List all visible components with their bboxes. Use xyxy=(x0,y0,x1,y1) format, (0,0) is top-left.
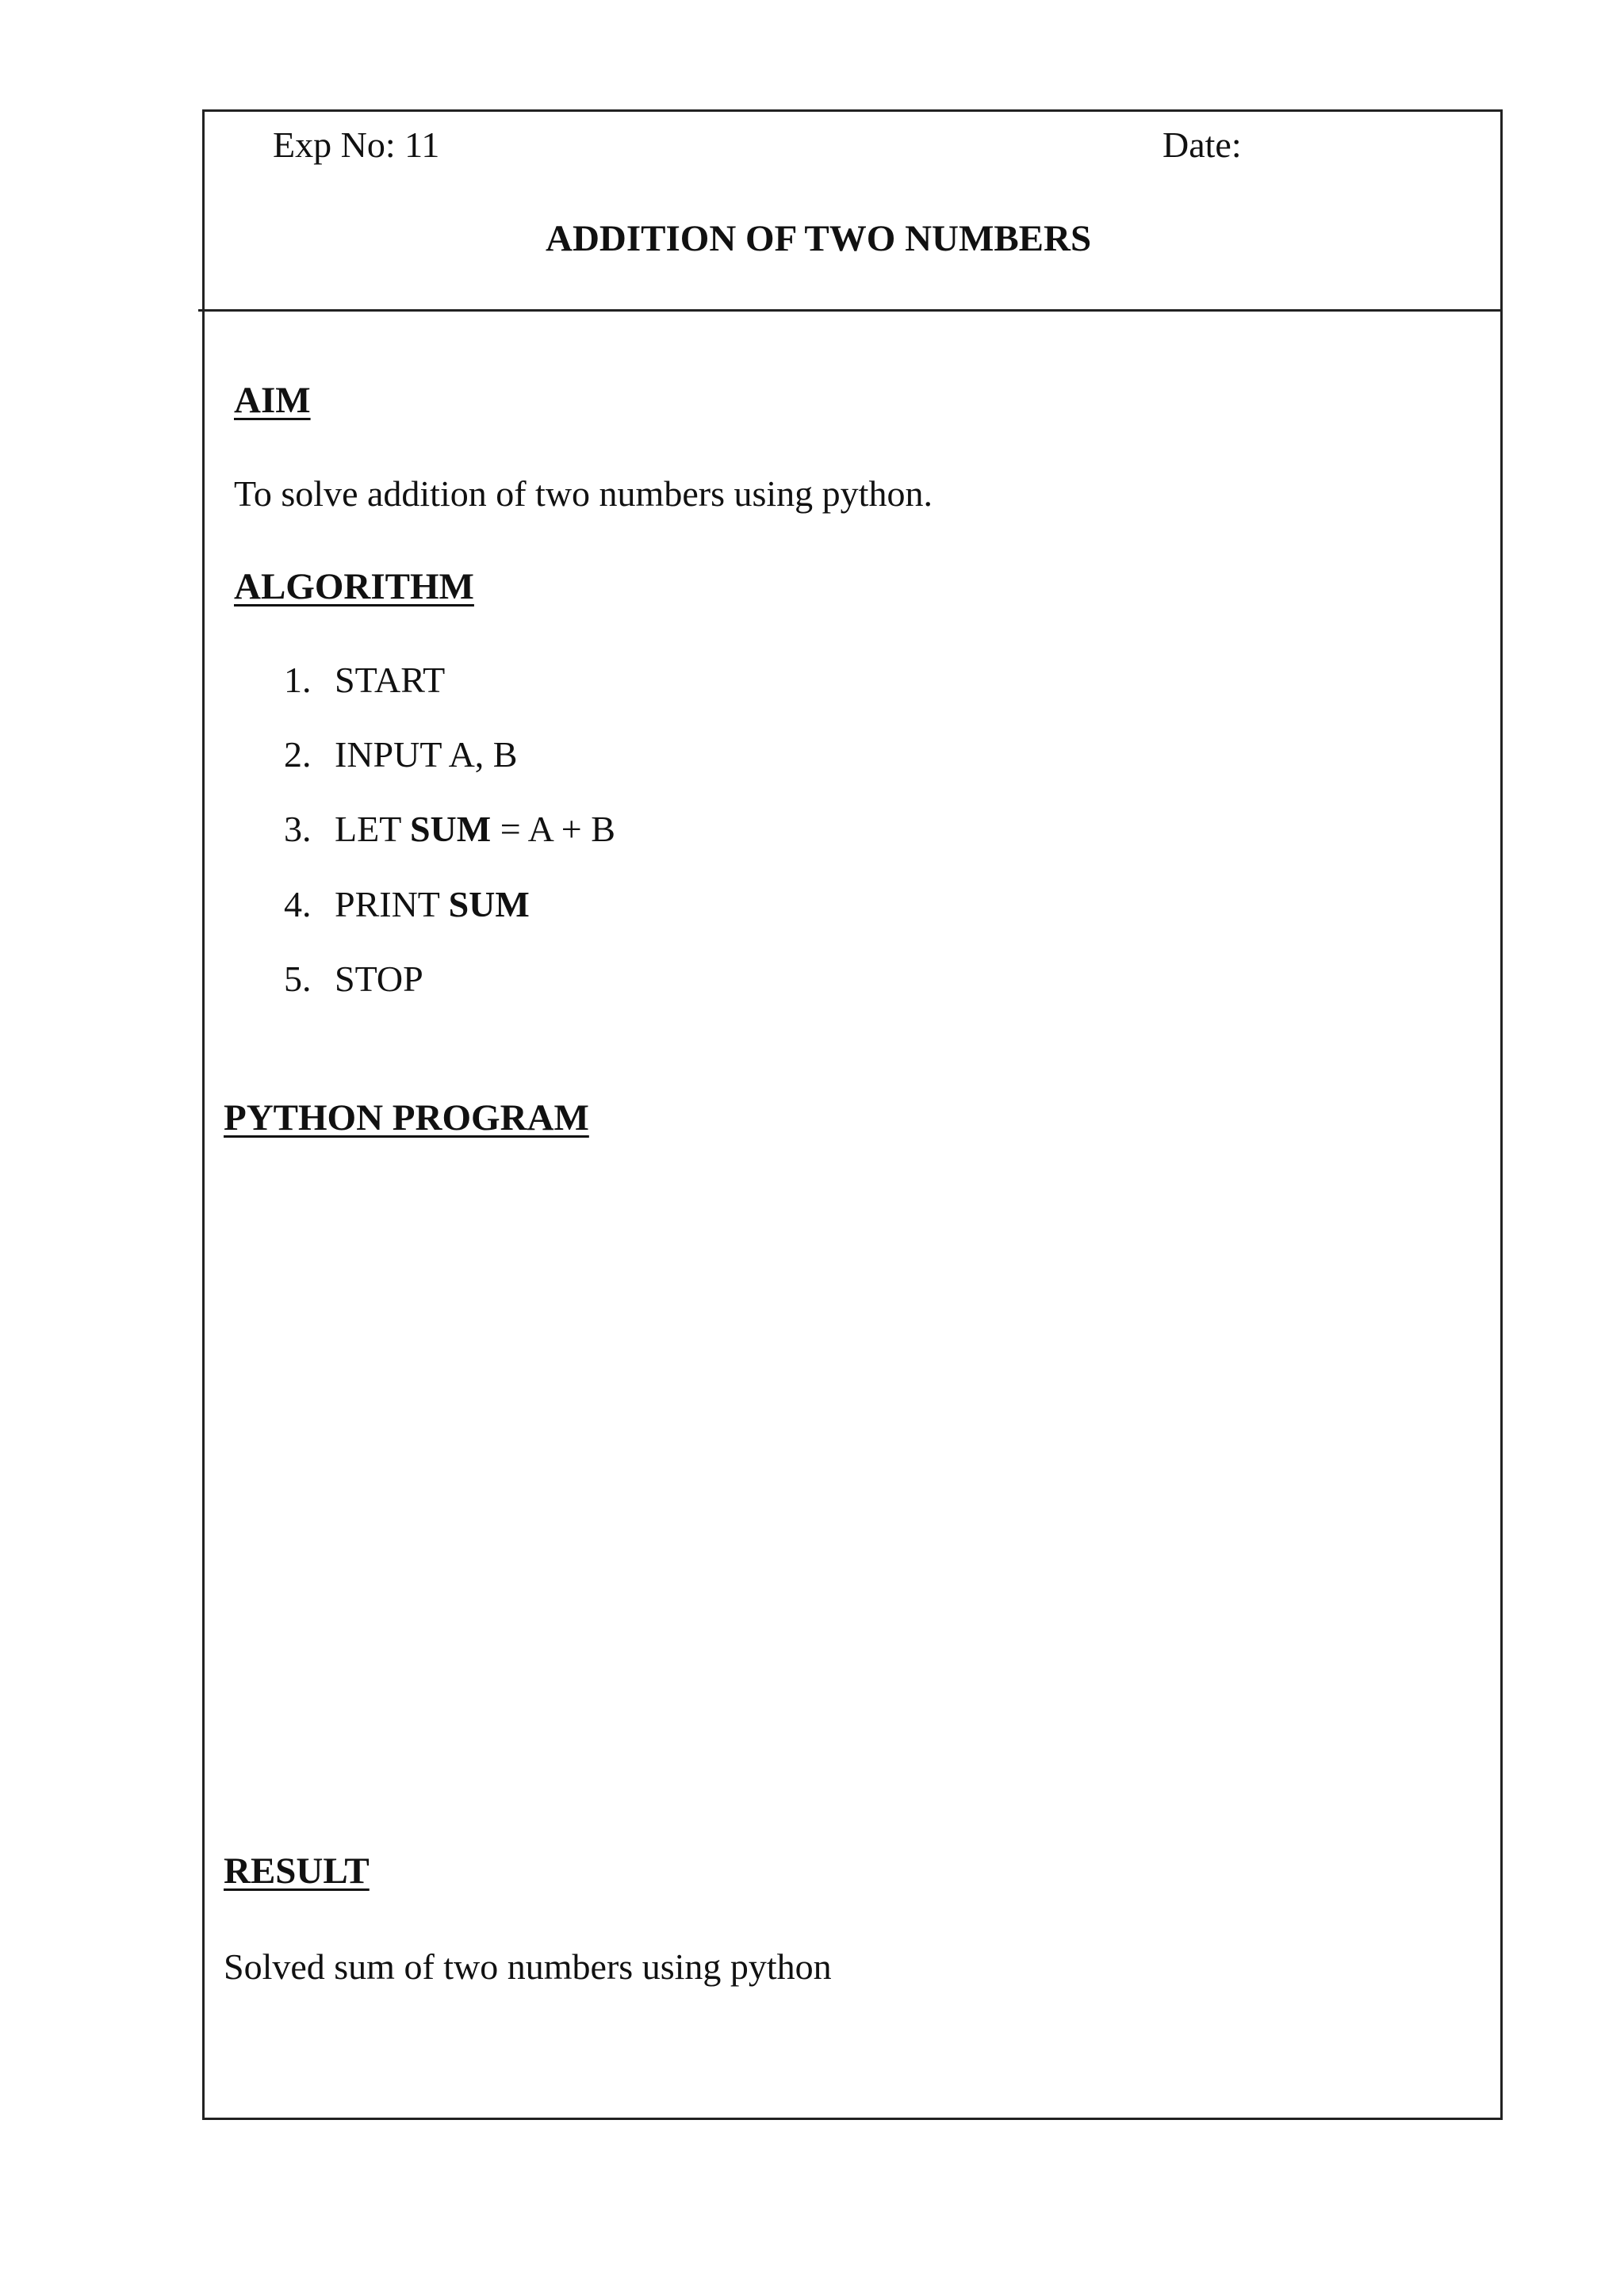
step-number: 3. xyxy=(284,809,312,849)
date-label: Date: xyxy=(1162,124,1242,165)
algorithm-heading: ALGORITHM xyxy=(234,566,474,607)
aim-heading: AIM xyxy=(234,380,311,421)
step-number: 4. xyxy=(284,884,312,924)
step-text: START xyxy=(335,660,446,700)
aim-text: To solve addition of two numbers using python. xyxy=(234,473,933,514)
page-title: ADDITION OF TWO NUMBERS xyxy=(546,218,1092,259)
algorithm-step xyxy=(284,811,615,848)
step-number: 5. xyxy=(284,959,312,999)
step-number: 2. xyxy=(284,734,312,775)
experiment-number: Exp No: 11 xyxy=(273,124,440,165)
python-program-heading: PYTHON PROGRAM xyxy=(224,1097,589,1138)
algorithm-step xyxy=(284,734,518,775)
step-text: STOP xyxy=(335,959,423,999)
step-text: PRINT xyxy=(335,884,449,924)
step-text: INPUT A, B xyxy=(335,734,518,775)
algorithm-step xyxy=(284,961,423,997)
result-text: Solved sum of two numbers using python xyxy=(224,1946,832,1987)
header-divider xyxy=(198,309,1503,312)
step-text: LET xyxy=(335,809,410,849)
step-number: 1. xyxy=(284,660,312,700)
step-text: = A + B xyxy=(491,809,615,849)
result-heading: RESULT xyxy=(224,1850,370,1892)
algorithm-step xyxy=(284,662,445,698)
step-keyword: SUM xyxy=(448,884,530,924)
step-keyword: SUM xyxy=(409,809,492,849)
algorithm-step xyxy=(284,886,530,923)
